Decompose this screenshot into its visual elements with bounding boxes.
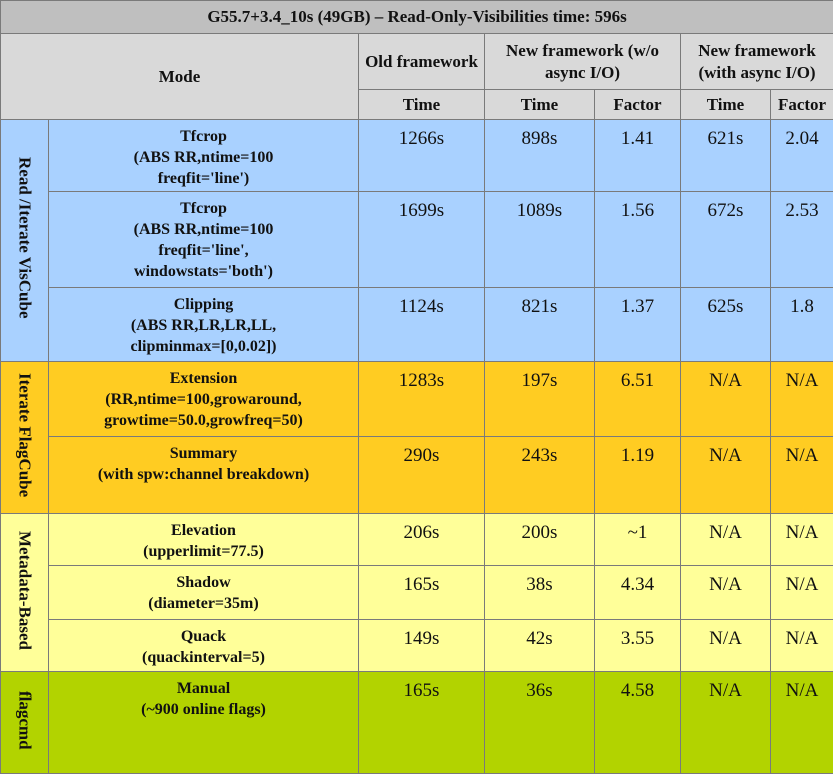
new-time-cell: 243s [485, 437, 595, 514]
async-time-header: Time [681, 90, 771, 120]
mode-cell: Manual (~900 online flags) [49, 672, 359, 774]
new-time-cell: 38s [485, 566, 595, 620]
table-row [1, 566, 833, 620]
new-time-cell: 821s [485, 288, 595, 362]
new-time-header: Time [485, 90, 595, 120]
mode-cell: Shadow (diameter=35m) [49, 566, 359, 620]
table-row [1, 620, 833, 672]
mode-cell: Tfcrop (ABS RR,ntime=100 freqfit='line') [49, 120, 359, 192]
new-factor-cell: 1.37 [595, 288, 681, 362]
mode-cell: Elevation (upperlimit=77.5) [49, 514, 359, 566]
async-factor-cell: N/A [771, 514, 833, 566]
group-label-read-iterate-viscube: Read /Iterate VisCube [1, 120, 49, 362]
mode-cell: Summary (with spw:channel breakdown) [49, 437, 359, 514]
old-time-cell: 290s [359, 437, 485, 514]
old-time-cell: 165s [359, 672, 485, 774]
async-factor-cell: N/A [771, 672, 833, 774]
old-time-header: Time [359, 90, 485, 120]
table-row [1, 514, 833, 566]
table-row [1, 362, 833, 437]
group-label-iterate-flagcube: Iterate FlagCube [1, 362, 49, 514]
async-factor-cell: N/A [771, 620, 833, 672]
async-time-cell: N/A [681, 437, 771, 514]
new-time-cell: 42s [485, 620, 595, 672]
async-time-cell: N/A [681, 514, 771, 566]
new-factor-cell: ~1 [595, 514, 681, 566]
table-row [1, 288, 833, 362]
mode-cell: Tfcrop (ABS RR,ntime=100 freqfit='line', windowstats='both') [49, 192, 359, 288]
mode-header: Mode [1, 34, 359, 120]
async-time-cell: N/A [681, 362, 771, 437]
new-framework-async-header: New framework (with async I/O) [681, 34, 833, 90]
async-factor-cell: 2.53 [771, 192, 833, 288]
old-time-cell: 1124s [359, 288, 485, 362]
new-time-cell: 1089s [485, 192, 595, 288]
new-time-cell: 898s [485, 120, 595, 192]
new-time-cell: 197s [485, 362, 595, 437]
async-time-cell: N/A [681, 620, 771, 672]
async-factor-cell: N/A [771, 362, 833, 437]
mode-cell: Quack (quackinterval=5) [49, 620, 359, 672]
old-time-cell: 1283s [359, 362, 485, 437]
new-factor-cell: 3.55 [595, 620, 681, 672]
async-time-cell: 672s [681, 192, 771, 288]
old-time-cell: 206s [359, 514, 485, 566]
mode-cell: Extension (RR,ntime=100,growaround, growtime=50.0,growfreq=50) [49, 362, 359, 437]
old-framework-header: Old framework [359, 34, 485, 90]
table-row [1, 192, 833, 288]
old-time-cell: 165s [359, 566, 485, 620]
new-factor-cell: 1.19 [595, 437, 681, 514]
async-factor-header: Factor [771, 90, 833, 120]
table-row [1, 120, 833, 192]
new-time-cell: 36s [485, 672, 595, 774]
group-label-flagcmd: flagcmd [1, 672, 49, 774]
mode-cell: Clipping (ABS RR,LR,LR,LL, clipminmax=[0,0.02]) [49, 288, 359, 362]
new-time-cell: 200s [485, 514, 595, 566]
table-row [1, 437, 833, 514]
new-factor-cell: 6.51 [595, 362, 681, 437]
async-time-cell: N/A [681, 566, 771, 620]
new-factor-header: Factor [595, 90, 681, 120]
table-title: G55.7+3.4_10s (49GB) – Read-Only-Visibilities time: 596s [1, 1, 833, 34]
old-time-cell: 1699s [359, 192, 485, 288]
new-factor-cell: 4.58 [595, 672, 681, 774]
new-factor-cell: 4.34 [595, 566, 681, 620]
async-factor-cell: 1.8 [771, 288, 833, 362]
old-time-cell: 149s [359, 620, 485, 672]
async-time-cell: N/A [681, 672, 771, 774]
async-time-cell: 621s [681, 120, 771, 192]
new-factor-cell: 1.56 [595, 192, 681, 288]
group-label-metadata-based: Metadata-Based [1, 514, 49, 672]
async-factor-cell: 2.04 [771, 120, 833, 192]
table-row [1, 672, 833, 774]
async-factor-cell: N/A [771, 437, 833, 514]
new-factor-cell: 1.41 [595, 120, 681, 192]
async-factor-cell: N/A [771, 566, 833, 620]
async-time-cell: 625s [681, 288, 771, 362]
old-time-cell: 1266s [359, 120, 485, 192]
new-framework-no-async-header: New framework (w/o async I/O) [485, 34, 681, 90]
